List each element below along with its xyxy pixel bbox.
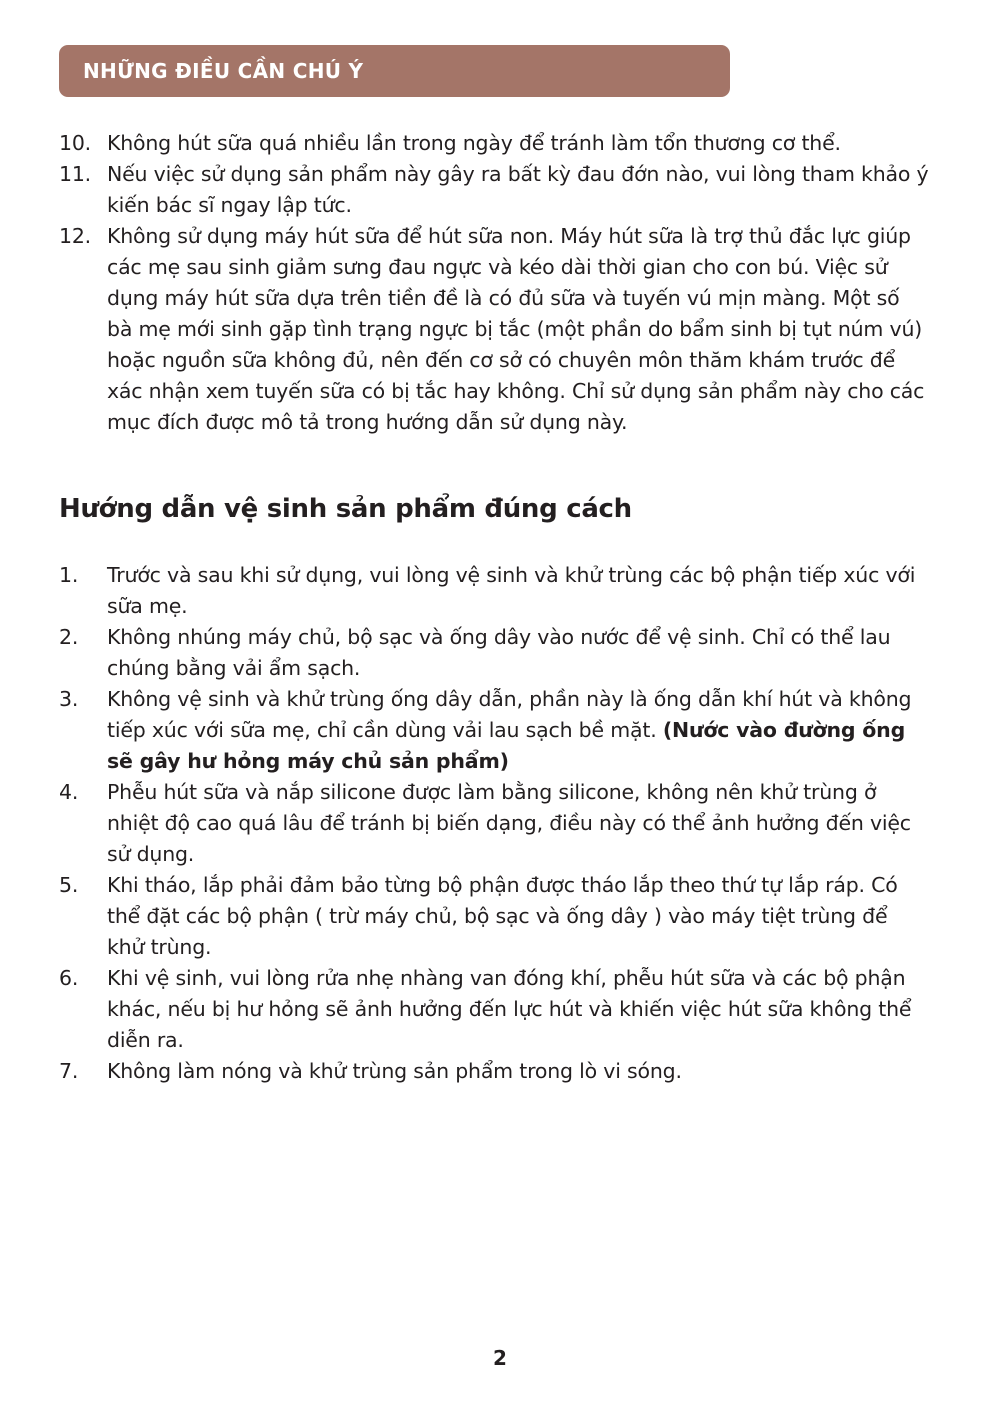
item-number: 2. <box>59 625 79 649</box>
notes-list <box>59 128 929 438</box>
item-bold-warning: (Nước vào đường ống sẽ gây hư hỏng máy chủ sản phẩm) <box>107 718 906 773</box>
item-number: 12. <box>59 224 92 248</box>
item-text: Không hút sữa quá nhiều lần trong ngày để tránh làm tổn thương cơ thể. <box>107 131 841 155</box>
list-item <box>59 159 929 221</box>
item-text: Khi tháo, lắp phải đảm bảo từng bộ phận được tháo lắp theo thứ tự lắp ráp. Có thể đặt các bộ phận ( trừ máy chủ, bộ sạc và ống dây ) vào máy tiệt trùng để khử trùng. <box>107 873 898 959</box>
item-number: 5. <box>59 873 79 897</box>
list-item <box>59 560 929 622</box>
item-number: 7. <box>59 1059 79 1083</box>
item-number: 3. <box>59 687 79 711</box>
list-item <box>59 777 929 870</box>
section-banner <box>59 45 730 97</box>
item-text: Không sử dụng máy hút sữa để hút sữa non. Máy hút sữa là trợ thủ đắc lực giúp các mẹ sau sinh giảm sưng đau ngực và kéo dài thời gian cho con bú. Việc sử dụng máy hút sữa dựa trên tiền đề là có đủ sữa và tuyến vú mịn màng. Một số bà mẹ mới sinh gặp tình trạng ngực bị tắc (một phần do bẩm sinh bị tụt núm vú) hoặc nguồn sữa không đủ, nên đến cơ sở có chuyên môn thăm khám trước để xác nhận xem tuyến sữa có bị tắc hay không. Chỉ sử dụng sản phẩm này cho các mục đích được mô tả trong hướng dẫn sử dụng này. <box>107 224 925 434</box>
list-item <box>59 221 929 438</box>
item-number: 4. <box>59 780 79 804</box>
banner-title: NHỮNG ĐIỀU CẦN CHÚ Ý <box>83 59 364 83</box>
cleaning-list <box>59 560 929 1087</box>
item-text: Không nhúng máy chủ, bộ sạc và ống dây vào nước để vệ sinh. Chỉ có thể lau chúng bằng vải ẩm sạch. <box>107 625 891 680</box>
item-number: 10. <box>59 131 92 155</box>
item-text: Không vệ sinh và khử trùng ống dây dẫn, phần này là ống dẫn khí hút và không tiếp xúc với sữa mẹ, chỉ cần dùng vải lau sạch bề mặt. <box>107 687 912 742</box>
list-item <box>59 128 929 159</box>
list-item <box>59 684 929 777</box>
item-text: Trước và sau khi sử dụng, vui lòng vệ sinh và khử trùng các bộ phận tiếp xúc với sữa mẹ. <box>107 563 916 618</box>
section-title: Hướng dẫn vệ sinh sản phẩm đúng cách <box>59 494 632 524</box>
item-number: 11. <box>59 162 92 186</box>
list-item <box>59 622 929 684</box>
item-text: Không làm nóng và khử trùng sản phẩm trong lò vi sóng. <box>107 1059 682 1083</box>
list-item <box>59 1056 929 1087</box>
list-item <box>59 870 929 963</box>
item-text: Phễu hút sữa và nắp silicone được làm bằng silicone, không nên khử trùng ở nhiệt độ cao quá lâu để tránh bị biến dạng, điều này có thể ảnh hưởng đến việc sử dụng. <box>107 780 911 866</box>
item-text: Nếu việc sử dụng sản phẩm này gây ra bất kỳ đau đớn nào, vui lòng tham khảo ý kiến bác sĩ ngay lập tức. <box>107 162 929 217</box>
item-number: 1. <box>59 563 79 587</box>
page-number: 2 <box>493 1346 507 1370</box>
list-item <box>59 963 929 1056</box>
item-text: Khi vệ sinh, vui lòng rửa nhẹ nhàng van đóng khí, phễu hút sữa và các bộ phận khác, nếu bị hư hỏng sẽ ảnh hưởng đến lực hút và khiến việc hút sữa không thể diễn ra. <box>107 966 912 1052</box>
item-number: 6. <box>59 966 79 990</box>
